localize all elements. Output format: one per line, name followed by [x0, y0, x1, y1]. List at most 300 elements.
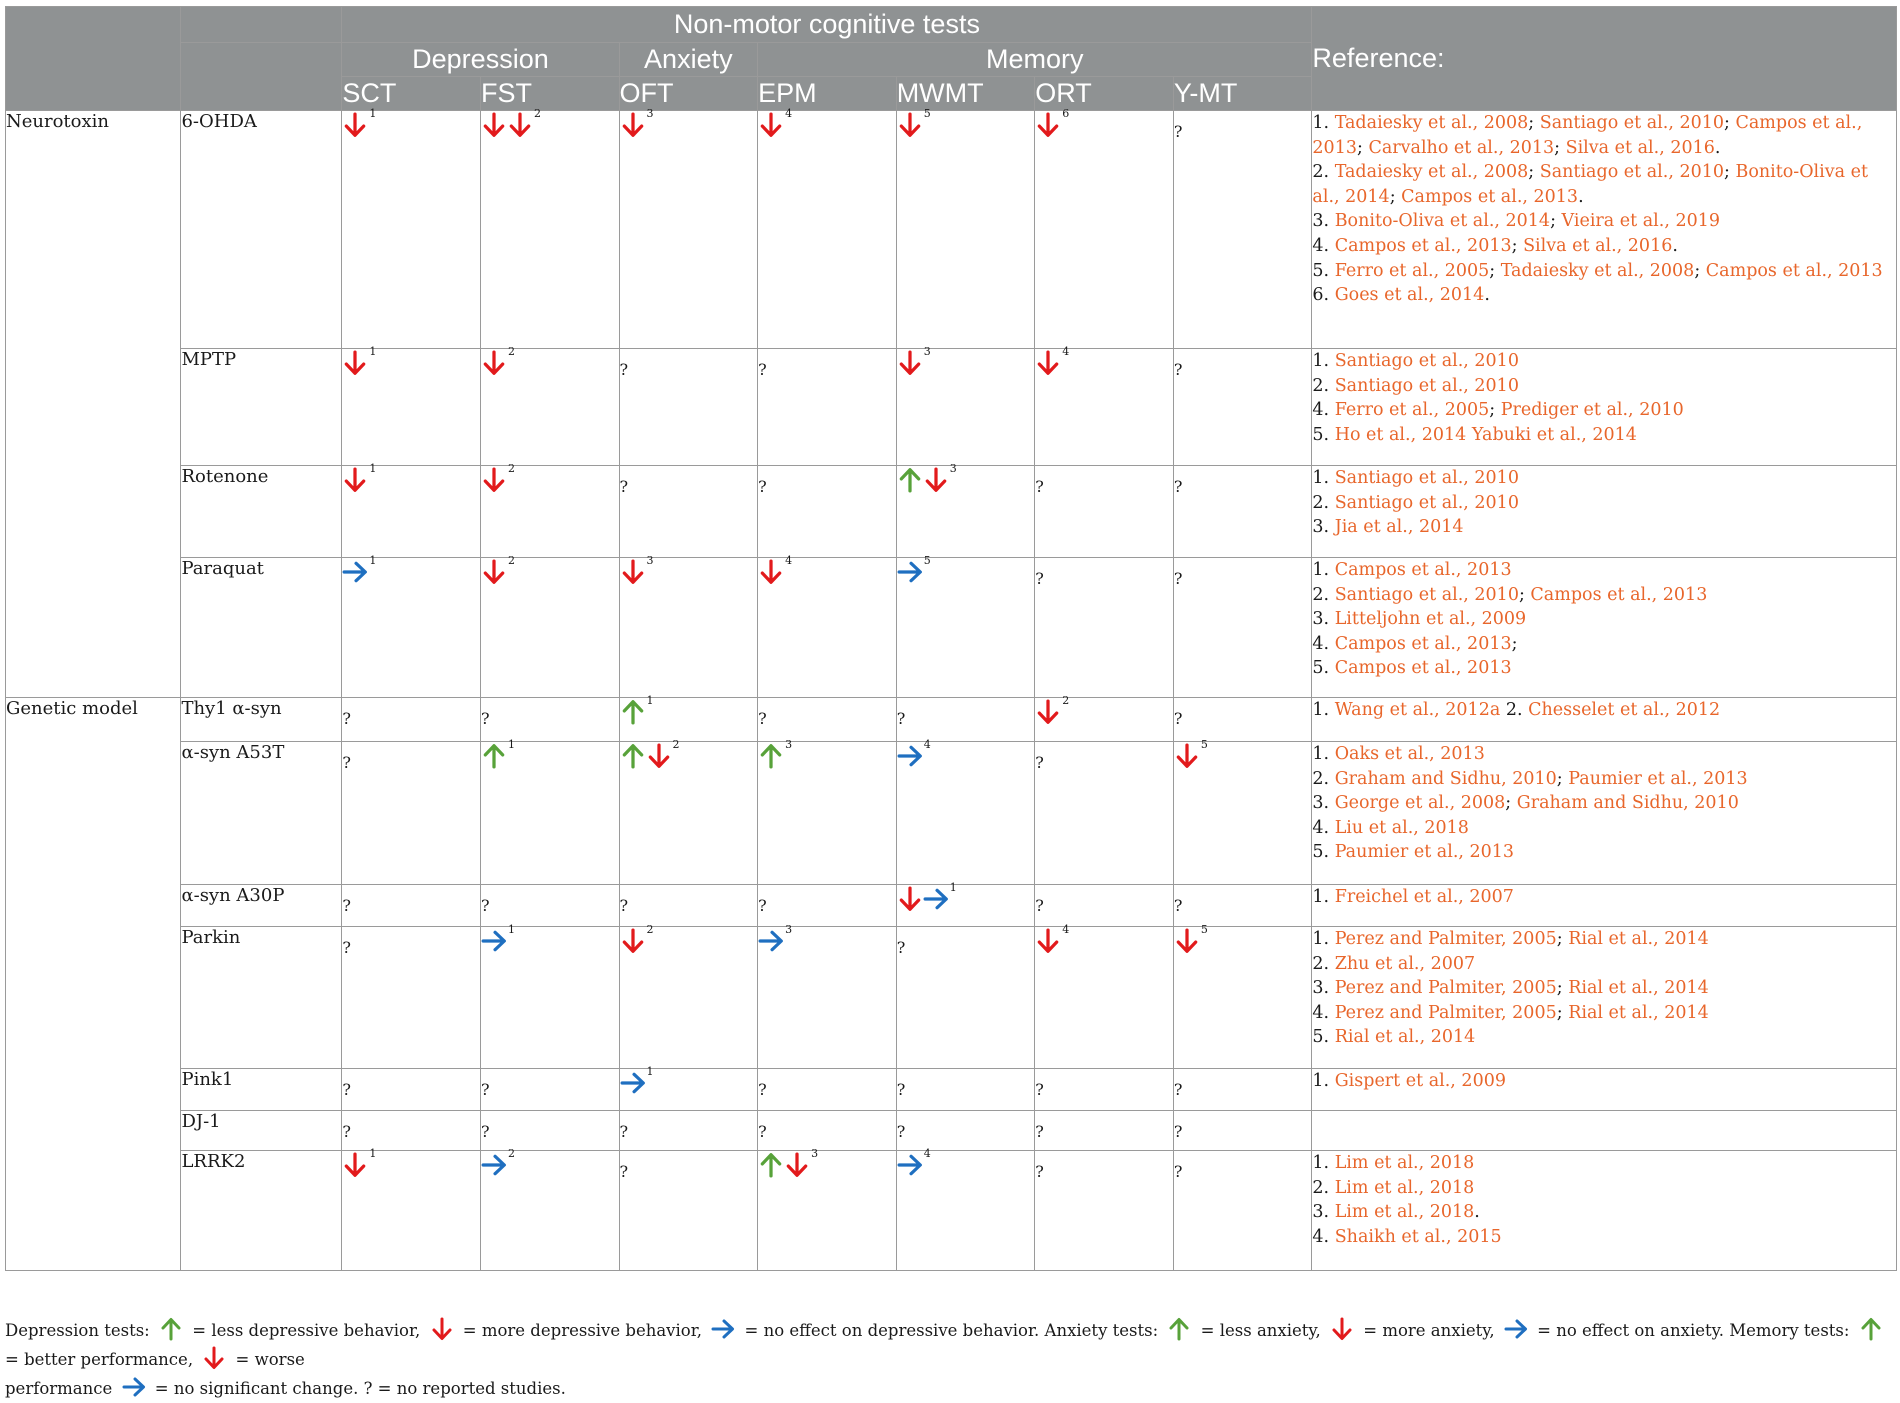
- result-cell: [619, 1151, 758, 1271]
- reference-text: 1.: [1312, 887, 1335, 907]
- footnote-mark: 4: [785, 107, 793, 120]
- reference-link[interactable]: Freichel et al., 2007: [1334, 887, 1514, 907]
- reference-text: 1.: [1312, 468, 1335, 488]
- arrow-down-icon: [1035, 111, 1061, 139]
- reference-line: [1312, 558, 1896, 583]
- reference-text: 4.: [1312, 1002, 1335, 1023]
- result-cell: [480, 885, 619, 927]
- result-arrows: [897, 345, 931, 377]
- result-cell: [758, 885, 897, 927]
- footnote-mark: 1: [507, 923, 515, 936]
- result-cell: [480, 462, 619, 558]
- arrow-right-icon: [481, 1151, 507, 1179]
- no-data-mark: ?: [1173, 1080, 1183, 1099]
- reference-link[interactable]: Santiago et al., 2010: [1334, 375, 1519, 396]
- arrow-up-icon: [620, 742, 646, 770]
- reference-text: 1.: [1312, 1071, 1335, 1091]
- arrow-down-icon: [507, 111, 533, 139]
- arrow-down-icon: [1035, 698, 1061, 726]
- arrow-down-icon: [620, 558, 646, 586]
- table-container: [5, 6, 1897, 1271]
- reference-link[interactable]: Silva et al., 2016: [1565, 137, 1715, 158]
- reference-link[interactable]: Bonito-Oliva et al., 2014: [1312, 162, 1869, 207]
- result-arrows: [1035, 107, 1070, 139]
- reference-text: .: [1474, 1202, 1480, 1223]
- reference-cell: [1312, 927, 1897, 1069]
- arrow-up-icon: [897, 466, 923, 494]
- reference-text: 5.: [1312, 658, 1335, 679]
- model-name: α-syn A30P: [181, 885, 342, 927]
- reference-link[interactable]: Paumier et al., 2013: [1334, 842, 1515, 863]
- reference-link[interactable]: Zhu et al., 2007: [1334, 953, 1476, 974]
- result-cell: [758, 738, 897, 885]
- reference-text: 6.: [1312, 285, 1335, 306]
- reference-link[interactable]: Ho et al., 2014: [1334, 424, 1467, 445]
- result-cell: [758, 1111, 897, 1151]
- reference-line: [1312, 840, 1896, 865]
- reference-link[interactable]: Campos et al., 2013: [1334, 560, 1512, 580]
- result-arrows: [481, 1147, 515, 1179]
- reference-text: 5.: [1312, 842, 1335, 863]
- reference-link[interactable]: Rial et al., 2014: [1568, 978, 1709, 999]
- reference-link[interactable]: Jia et al., 2014: [1334, 517, 1464, 538]
- reference-cell: [1312, 1151, 1897, 1271]
- table-row: [6, 349, 1897, 466]
- arrow-right-icon: [897, 1151, 923, 1179]
- no-data-mark: ?: [619, 1122, 629, 1141]
- reference-link[interactable]: Santiago et al., 2010: [1539, 162, 1724, 183]
- reference-link[interactable]: Rial et al., 2014: [1568, 929, 1709, 949]
- reference-text: ;: [1511, 235, 1524, 256]
- no-data-mark: ?: [342, 1122, 351, 1141]
- result-cell: [619, 694, 758, 742]
- arrow-down-icon: [342, 1151, 368, 1179]
- footnote-mark: 4: [923, 1147, 931, 1160]
- reference-link[interactable]: Chesselet et al., 2012: [1528, 700, 1721, 720]
- reference-text: 1.: [1312, 560, 1335, 580]
- result-cell: [1035, 558, 1174, 698]
- no-data-mark: ?: [1173, 709, 1183, 728]
- header-test-mwmt: MWMT: [896, 77, 1035, 111]
- reference-text: 5.: [1312, 424, 1335, 445]
- model-name: Rotenone: [181, 466, 342, 558]
- reference-link[interactable]: Santiago et al., 2010: [1539, 113, 1724, 133]
- no-data-mark: ?: [619, 360, 629, 379]
- result-arrows: [620, 923, 654, 955]
- reference-link[interactable]: Perez and Palmiter, 2005: [1334, 1002, 1557, 1023]
- table-row: [6, 885, 1897, 927]
- header-test-oft: OFT: [619, 77, 758, 111]
- reference-link[interactable]: Graham and Sidhu, 2010: [1334, 768, 1557, 789]
- footnote-mark: 6: [1062, 107, 1070, 120]
- result-cell: [480, 1111, 619, 1151]
- reference-line: [1312, 632, 1896, 657]
- legend-text: = better performance,: [5, 1350, 199, 1369]
- result-cell: [619, 107, 758, 349]
- no-data-mark: ?: [619, 896, 629, 915]
- arrow-down-icon: [897, 111, 923, 139]
- arrow-down-icon: [342, 111, 368, 139]
- footnote-mark: 5: [923, 554, 931, 567]
- result-arrows: [481, 554, 515, 586]
- footnote-mark: 2: [507, 345, 515, 358]
- table-body: [6, 107, 1897, 1271]
- model-name: MPTP: [181, 349, 342, 466]
- reference-cell: [1312, 466, 1897, 558]
- reference-text: 3.: [1312, 1202, 1335, 1223]
- footnote-mark: 5: [923, 107, 931, 120]
- result-cell: [1035, 885, 1174, 927]
- arrow-right-icon: [1504, 1317, 1528, 1341]
- footnote-mark: 1: [369, 554, 377, 567]
- result-cell: [342, 1111, 481, 1151]
- result-arrows: [1174, 738, 1208, 770]
- result-cell: [1173, 1069, 1312, 1111]
- result-cell: [1173, 1151, 1312, 1271]
- no-data-mark: ?: [342, 896, 351, 915]
- result-cell: [480, 738, 619, 885]
- footnote-mark: 1: [369, 107, 377, 120]
- arrow-down-icon: [481, 349, 507, 377]
- reference-text: 4.: [1312, 633, 1335, 654]
- reference-text: 5.: [1312, 260, 1335, 281]
- result-cell: [342, 885, 481, 927]
- result-cell: [342, 462, 481, 558]
- reference-cell: [1312, 1069, 1897, 1111]
- arrow-down-icon: [1035, 349, 1061, 377]
- result-cell: [342, 554, 481, 698]
- arrow-down-icon: [620, 927, 646, 955]
- footnote-mark: 2: [507, 554, 515, 567]
- reference-text: ;: [1489, 260, 1501, 281]
- reference-text: ;: [1511, 633, 1518, 654]
- arrow-up-icon: [481, 742, 507, 770]
- reference-link[interactable]: Vieira et al., 2019: [1561, 211, 1720, 232]
- reference-line: [1312, 1176, 1896, 1201]
- result-arrows: [481, 107, 541, 139]
- result-cell: [1035, 107, 1174, 349]
- reference-text: 2.: [1312, 584, 1335, 605]
- reference-text: 5.: [1312, 1027, 1335, 1048]
- result-cell: [758, 554, 897, 698]
- reference-cell: [1312, 111, 1897, 349]
- reference-text: 2.: [1312, 1177, 1335, 1198]
- arrow-down-icon: [342, 349, 368, 377]
- reference-link[interactable]: Graham and Sidhu, 2010: [1516, 793, 1739, 814]
- result-arrows: [481, 738, 515, 770]
- reference-link[interactable]: Carvalho et al., 2013: [1368, 137, 1555, 158]
- footnote-mark: 4: [785, 554, 793, 567]
- legend-text: performance: [5, 1379, 118, 1398]
- result-arrows: [897, 107, 931, 139]
- result-arrows: [620, 738, 680, 770]
- no-data-mark: ?: [758, 1080, 767, 1099]
- reference-cell: [1312, 742, 1897, 885]
- reference-link[interactable]: Tadaiesky et al., 2008: [1334, 113, 1529, 133]
- result-cell: [480, 554, 619, 698]
- reference-line: [1312, 259, 1896, 284]
- arrow-down-icon: [1330, 1317, 1354, 1341]
- reference-line: [1312, 423, 1896, 448]
- model-name: DJ-1: [181, 1111, 342, 1151]
- header-blank-model-2: [181, 43, 342, 111]
- result-cell: [896, 698, 1035, 742]
- reference-link[interactable]: Gispert et al., 2009: [1334, 1071, 1506, 1091]
- arrow-right-icon: [897, 742, 923, 770]
- reference-link[interactable]: Silva et al., 2016: [1523, 235, 1673, 256]
- arrow-down-icon: [481, 111, 507, 139]
- reference-link[interactable]: Campos et al., 2013: [1312, 113, 1863, 158]
- reference-link[interactable]: Santiago et al., 2010: [1334, 492, 1519, 513]
- arrow-down-icon: [784, 1151, 810, 1179]
- no-data-mark: ?: [480, 896, 490, 915]
- result-cell: [1173, 558, 1312, 698]
- reference-text: ;: [1556, 768, 1569, 789]
- reference-text: ;: [1724, 162, 1736, 183]
- no-data-mark: ?: [1173, 360, 1183, 379]
- reference-link[interactable]: Santiago et al., 2010: [1334, 351, 1519, 371]
- footnote-mark: 4: [1062, 345, 1070, 358]
- result-cell: [619, 923, 758, 1069]
- no-data-mark: ?: [342, 938, 351, 957]
- table-row: [6, 742, 1897, 885]
- result-arrows: [758, 923, 793, 955]
- table-row: [6, 698, 1897, 742]
- reference-link[interactable]: Ferro et al., 2005: [1334, 260, 1490, 281]
- reference-line: [1312, 374, 1896, 399]
- no-data-mark: ?: [619, 1162, 629, 1181]
- model-name: 6-OHDA: [181, 111, 342, 349]
- result-arrows: [897, 738, 931, 770]
- reference-link[interactable]: Campos et al., 2013: [1334, 658, 1512, 679]
- table-row: [6, 111, 1897, 349]
- legend-line-1: [5, 1316, 1897, 1374]
- model-name: Pink1: [181, 1069, 342, 1111]
- reference-link[interactable]: Perez and Palmiter, 2005: [1334, 929, 1557, 949]
- arrow-right-icon: [923, 885, 949, 913]
- reference-text: 1.: [1312, 113, 1335, 133]
- reference-text: .: [1484, 285, 1490, 306]
- no-data-mark: ?: [758, 709, 767, 728]
- reference-link[interactable]: Campos et al., 2013: [1401, 186, 1579, 207]
- reference-link[interactable]: Oaks et al., 2013: [1334, 744, 1485, 764]
- reference-link[interactable]: Wang et al., 2012a: [1334, 700, 1501, 720]
- reference-link[interactable]: Lim et al., 2018: [1334, 1202, 1475, 1223]
- reference-link[interactable]: Yabuki et al., 2014: [1471, 424, 1637, 445]
- reference-link[interactable]: Paumier et al., 2013: [1568, 768, 1748, 789]
- reference-link[interactable]: Ferro et al., 2005: [1334, 400, 1490, 421]
- arrow-up-icon: [1167, 1317, 1191, 1341]
- reference-text: 4.: [1312, 400, 1335, 421]
- result-cell: [896, 345, 1035, 466]
- reference-line: [1312, 234, 1896, 259]
- result-cell: [896, 927, 1035, 1069]
- model-name: LRRK2: [181, 1151, 342, 1271]
- arrow-right-icon: [897, 558, 923, 586]
- reference-link[interactable]: Perez and Palmiter, 2005: [1334, 978, 1557, 999]
- model-name: α-syn A53T: [181, 742, 342, 885]
- arrow-down-icon: [481, 558, 507, 586]
- reference-link[interactable]: Goes et al., 2014: [1334, 285, 1485, 306]
- arrow-down-icon: [481, 466, 507, 494]
- no-data-mark: ?: [758, 360, 767, 379]
- reference-link[interactable]: Prediger et al., 2010: [1500, 400, 1684, 421]
- reference-link[interactable]: Shaikh et al., 2015: [1334, 1226, 1502, 1247]
- reference-text: ;: [1556, 1002, 1569, 1023]
- legend-text: = no effect on anxiety. Memory tests:: [1531, 1321, 1855, 1340]
- table-row: [6, 1151, 1897, 1271]
- result-arrows: [1174, 923, 1208, 955]
- reference-text: 3.: [1312, 978, 1335, 999]
- reference-text: 2.: [1312, 953, 1335, 974]
- reference-line: [1312, 491, 1896, 516]
- reference-line: [1312, 767, 1896, 792]
- reference-text: ;: [1518, 584, 1531, 605]
- reference-link[interactable]: Litteljohn et al., 2009: [1334, 609, 1527, 630]
- header-reference: Reference:: [1312, 7, 1897, 111]
- arrow-down-icon: [1174, 927, 1200, 955]
- reference-link[interactable]: Rial et al., 2014: [1334, 1027, 1476, 1048]
- arrow-up-icon: [620, 698, 646, 726]
- footnote-mark: 3: [785, 738, 793, 751]
- reference-link[interactable]: Rial et al., 2014: [1568, 1002, 1709, 1023]
- no-data-mark: ?: [758, 1122, 767, 1141]
- reference-link[interactable]: Bonito-Oliva et al., 2014: [1334, 211, 1551, 232]
- reference-link[interactable]: George et al., 2008: [1334, 793, 1506, 814]
- reference-line: [1312, 1151, 1896, 1176]
- no-data-mark: ?: [1173, 569, 1183, 588]
- reference-link[interactable]: Santiago et al., 2010: [1334, 468, 1519, 488]
- reference-link[interactable]: Santiago et al., 2010: [1334, 584, 1519, 605]
- no-data-mark: ?: [896, 938, 906, 957]
- reference-text: 1.: [1312, 700, 1335, 720]
- result-cell: [480, 345, 619, 466]
- reference-line: [1312, 698, 1896, 723]
- legend-text: Depression tests:: [5, 1321, 155, 1340]
- table-row: [6, 558, 1897, 698]
- result-cell: [1035, 1151, 1174, 1271]
- result-cell: [758, 107, 897, 349]
- reference-text: 2.: [1500, 700, 1529, 720]
- reference-link[interactable]: Campos et al., 2013: [1334, 235, 1512, 256]
- reference-link[interactable]: Tadaiesky et al., 2008: [1334, 162, 1529, 183]
- reference-link[interactable]: Lim et al., 2018: [1334, 1177, 1475, 1198]
- arrow-down-icon: [646, 742, 672, 770]
- no-data-mark: ?: [1035, 896, 1044, 915]
- no-data-mark: ?: [896, 1080, 906, 1099]
- result-cell: [1173, 349, 1312, 466]
- result-cell: [480, 698, 619, 742]
- footnote-mark: 1: [369, 462, 377, 475]
- result-arrows: [758, 107, 793, 139]
- no-data-mark: ?: [342, 753, 351, 772]
- footnote-mark: 5: [1200, 923, 1208, 936]
- result-arrows: [897, 554, 931, 586]
- reference-text: 2.: [1312, 375, 1335, 396]
- reference-link[interactable]: Campos et al., 2013: [1705, 260, 1883, 281]
- result-cell: [480, 107, 619, 349]
- no-data-mark: ?: [1173, 122, 1183, 141]
- table-row: [6, 1111, 1897, 1151]
- header-test-epm: EPM: [758, 77, 897, 111]
- legend-text: = more anxiety,: [1358, 1321, 1500, 1340]
- result-cell: [896, 462, 1035, 558]
- result-arrows: [481, 345, 515, 377]
- footnote-mark: 1: [646, 694, 654, 707]
- header-group-depression: Depression: [342, 43, 619, 77]
- arrow-down-icon: [430, 1317, 454, 1341]
- reference-text: 3.: [1312, 793, 1335, 814]
- reference-link[interactable]: Tadaiesky et al., 2008: [1500, 260, 1695, 281]
- legend-text: = worse: [230, 1350, 305, 1369]
- arrow-right-icon: [711, 1317, 735, 1341]
- reference-line: [1312, 466, 1896, 491]
- reference-line: [1312, 1001, 1896, 1026]
- reference-line: [1312, 209, 1896, 234]
- footnote-mark: 3: [949, 462, 957, 475]
- reference-line: [1312, 607, 1896, 632]
- reference-text: ;: [1505, 793, 1517, 814]
- result-cell: [619, 738, 758, 885]
- reference-link[interactable]: Lim et al., 2018: [1334, 1153, 1475, 1173]
- result-cell: [342, 345, 481, 466]
- header-group-memory: Memory: [758, 43, 1312, 77]
- result-cell: [480, 1147, 619, 1271]
- reference-text: .: [1578, 186, 1584, 207]
- result-arrows: [342, 345, 377, 377]
- result-cell: [1035, 694, 1174, 742]
- reference-link[interactable]: Campos et al., 2013: [1530, 584, 1708, 605]
- table-row: [6, 927, 1897, 1069]
- legend-text: = no significant change. ? = no reported studies.: [149, 1379, 566, 1398]
- result-arrows: [1035, 694, 1070, 726]
- header-blank-group: [6, 7, 181, 111]
- footnote-mark: 2: [533, 107, 541, 120]
- result-cell: [619, 1111, 758, 1151]
- result-cell: [896, 107, 1035, 349]
- legend: [5, 1316, 1897, 1403]
- result-cell: [342, 742, 481, 885]
- reference-text: 4.: [1312, 1226, 1335, 1247]
- no-data-mark: ?: [1173, 1162, 1183, 1181]
- reference-text: 4.: [1312, 817, 1335, 838]
- reference-text: 3.: [1312, 517, 1335, 538]
- footnote-mark: 1: [507, 738, 515, 751]
- reference-line: [1312, 816, 1896, 841]
- footnote-mark: 1: [949, 881, 957, 894]
- reference-link[interactable]: Campos et al., 2013: [1334, 633, 1512, 654]
- reference-line: [1312, 976, 1896, 1001]
- result-cell: [1035, 1111, 1174, 1151]
- footnote-mark: 3: [923, 345, 931, 358]
- reference-text: .: [1672, 235, 1678, 256]
- result-arrows: [342, 107, 377, 139]
- arrow-up-icon: [159, 1317, 183, 1341]
- no-data-mark: ?: [1035, 1122, 1044, 1141]
- result-arrows: [620, 107, 654, 139]
- reference-link[interactable]: Liu et al., 2018: [1334, 817, 1469, 838]
- result-cell: [1173, 1111, 1312, 1151]
- reference-line: [1312, 111, 1896, 160]
- result-cell: [758, 698, 897, 742]
- result-cell: [619, 349, 758, 466]
- result-arrows: [897, 462, 957, 494]
- no-data-mark: ?: [896, 709, 906, 728]
- reference-text: .: [1714, 137, 1721, 158]
- result-cell: [619, 554, 758, 698]
- reference-line: [1312, 398, 1896, 423]
- result-cell: [896, 881, 1035, 927]
